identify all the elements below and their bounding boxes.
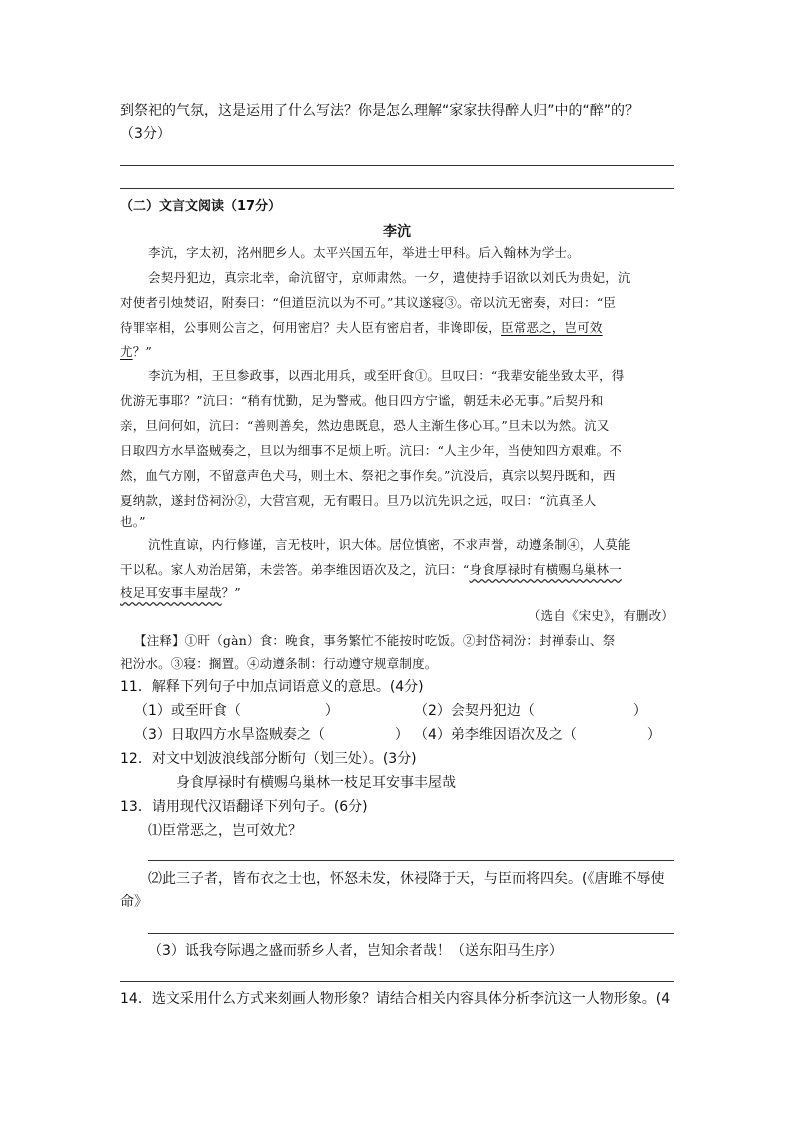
passage-p3-line: 然，血气方刚，不留意声色犬马，则土木、祭祀之事作矣。”沆没后，真宗以契丹既和，西	[120, 468, 616, 483]
wavy-underlined-sentence: 枝足耳安事丰屋哉	[120, 585, 222, 600]
question-13-item: ⑴臣常恶之，岂可效尤？	[148, 823, 302, 839]
question-11: 11．解释下列句子中加点词语意义的意思。(4分)	[120, 679, 424, 695]
passage-notes: 祀汾水。③寝：搁置。④动遵条制：行动遵守规章制度。	[120, 656, 438, 671]
passage-p3-line: 优游无事耶？”沆曰：“稍有忧勤，足为警戒。他日四方宁谧，朝廷未必无事。”后契丹和	[120, 393, 604, 408]
answer-line	[148, 933, 674, 934]
passage-p1: 李沆，字太初，洺州肥乡人。太平兴国五年，举进士甲科。后入翰林为学士。	[148, 245, 580, 260]
question-11-item: （2）会契丹犯边（ ）	[414, 703, 647, 719]
underlined-sentence: 臣常恶之，岂可效	[501, 320, 603, 335]
q10-text-line-1: 到祭祀的气氛，这是运用了什么写法？你是怎么理解“家家扶得醉人归”中的“醉”的？	[120, 103, 640, 119]
answer-line	[120, 188, 674, 189]
passage-p3-line: 也。”	[120, 514, 146, 529]
passage-p2-line	[120, 318, 603, 338]
q10-text-line-2: （3分）	[120, 126, 171, 142]
question-13: 13．请用现代汉语翻译下列句子。(6分)	[120, 799, 368, 815]
passage-p2-line: 对使者引烛焚诏，附奏曰：“但道臣沆以为不可。”其议遂寝③。帝以沆无密奏，对曰：“臣	[120, 295, 617, 310]
passage-text: ？”	[221, 585, 241, 600]
passage-p4-line: 沆性直谅，内行修谨，言无枝叶，识大体。居位慎密，不求声誉，动遵条制④，人莫能	[148, 537, 631, 552]
answer-line	[148, 860, 674, 861]
passage-p3-line: 李沆为相，王旦参政事，以西北用兵，或至旰食①。旦叹曰：“我辈安能坐致太平，得	[148, 368, 625, 383]
underlined-sentence: 尤	[120, 344, 133, 359]
passage-notes: 【注释】①旰（gàn）食：晚食，事务繁忙不能按时吃饭。②封岱祠汾：封禅泰山、祭	[134, 633, 616, 648]
question-13-item: （3）诋我夸际遇之盛而骄乡人者，岂知余者哉！（送东阳马生序）	[148, 943, 563, 959]
question-11-item: （1）或至旰食（ ）	[134, 703, 339, 719]
passage-text: 待罪宰相，公事则公言之，何用密启？夫人臣有密启者，非谗即佞，	[120, 320, 502, 335]
answer-line	[120, 165, 674, 166]
passage-title: 李沆	[383, 224, 411, 240]
passage-p3-line: 日取四方水旱盗贼奏之，旦以为细事不足烦上听。沆曰：“人主少年，当使知四方艰难。不	[120, 443, 622, 458]
question-11-item: （4）弟李维因语次及之（ ）	[414, 727, 661, 743]
question-11-item: （3）日取四方水旱盗贼奏之（ ）	[134, 727, 409, 743]
passage-text: 干以私。家人劝治居第，未尝答。弟李维因语次及之，沆曰：“	[120, 562, 470, 577]
question-13-item: ⑵此三子者，皆布衣之士也，怀怒未发，休祲降于天，与臣而将四矣。(《唐雎不辱使	[148, 871, 665, 887]
passage-p3-line: 夏纳款，遂封岱祠汾②，大营宫观，无有暇日。旦乃以沆先识之远，叹曰：“沆真圣人	[120, 493, 597, 508]
passage-p4-line	[120, 583, 241, 603]
question-12: 12．对文中划波浪线部分断句（划三处）。(3分)	[120, 751, 417, 767]
passage-p4-line	[120, 560, 622, 580]
passage-p2-line	[120, 342, 152, 362]
passage-text: ？”	[132, 344, 152, 359]
wavy-underlined-sentence: 身食厚禄时有横赐乌巢林一	[469, 562, 622, 577]
question-14: 14．选文采用什么方式来刻画人物形象？请结合相关内容具体分析李沆这一人物形象。(4	[120, 991, 671, 1007]
passage-p2-line: 会契丹犯边，真宗北幸，命沆留守，京师肃然。一夕，遣使持手诏欲以刘氏为贵妃，沆	[148, 270, 631, 285]
section-heading: （二）文言文阅读（17分）	[120, 199, 282, 214]
question-13-item: 命》	[120, 894, 148, 910]
question-12-sentence: 身食厚禄时有横赐乌巢林一枝足耳安事丰屋哉	[176, 775, 456, 791]
passage-source: （选自《宋史》，有删改）	[527, 608, 674, 623]
passage-p3-line: 亲，旦问何如，沆曰：“善则善矣，然边患既息，恐人主渐生侈心耳。”旦未以为然。沆又	[120, 418, 610, 433]
answer-line	[120, 981, 674, 982]
